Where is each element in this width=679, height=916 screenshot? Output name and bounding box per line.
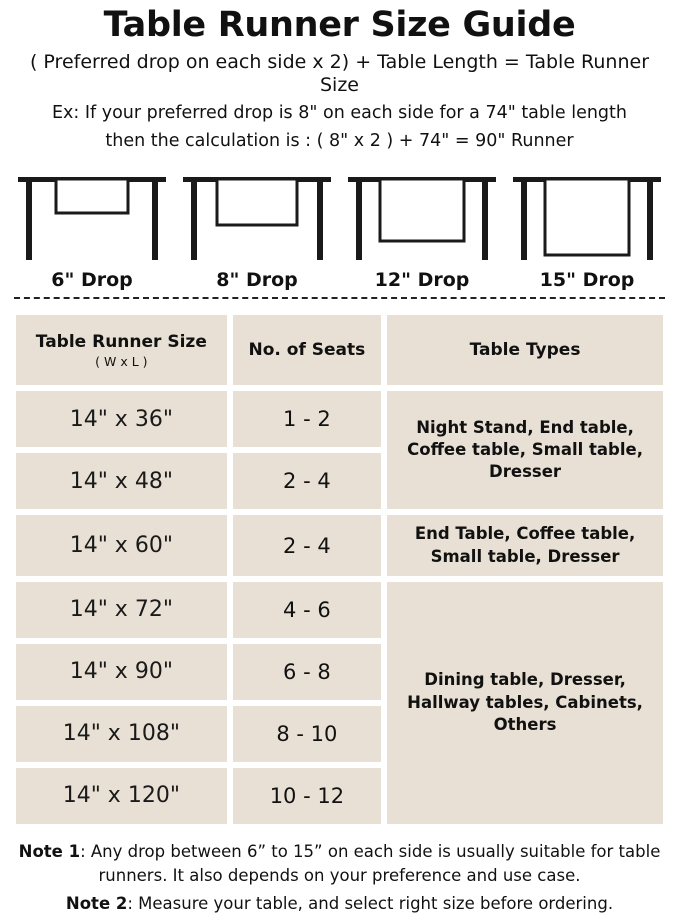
cell-seats: 4 - 6	[233, 582, 381, 638]
table-drop-illustration-icon	[342, 165, 502, 265]
header-size-label: Table Runner Size	[35, 331, 207, 352]
size-guide-table	[10, 309, 669, 830]
header-size-sub: ( W x L )	[95, 353, 148, 369]
cell-size: 14" x 60"	[16, 515, 227, 576]
drop-diagram-12	[342, 165, 502, 291]
cell-seats: 6 - 8	[233, 644, 381, 700]
drop-diagram-15	[507, 165, 667, 291]
cell-size: 14" x 108"	[16, 706, 227, 762]
note-2	[16, 892, 663, 916]
example-line-1: Ex: If your preferred drop is 8" on each side for a 74" table length	[51, 103, 627, 123]
table-row	[16, 515, 663, 576]
header-seats: No. of Seats	[233, 315, 381, 385]
cell-seats: 1 - 2	[233, 391, 381, 447]
drop-diagram-8	[177, 165, 337, 291]
table-header-row	[16, 315, 663, 385]
page-title: Table Runner Size Guide	[103, 5, 576, 45]
cell-size: 14" x 48"	[16, 453, 227, 509]
cell-seats: 10 - 12	[233, 768, 381, 824]
drop-label: 6" Drop	[51, 269, 133, 292]
drop-diagram-strip	[10, 165, 669, 291]
drop-label: 15" Drop	[539, 269, 635, 292]
cell-size: 14" x 72"	[16, 582, 227, 638]
header-size	[16, 315, 227, 385]
cell-types: End Table, Coffee table, Small table, Dresser	[387, 515, 663, 576]
notes-section	[16, 840, 663, 916]
note-2-label: Note 2	[65, 893, 128, 913]
table-row	[16, 391, 663, 447]
drop-diagram-6	[12, 165, 172, 291]
drop-label: 12" Drop	[374, 269, 470, 292]
table-drop-illustration-icon	[177, 165, 337, 265]
table-row	[16, 582, 663, 638]
note-1-text: : Any drop between 6” to 15” on each side is usually suitable for table runners. It also depends on your preference and use case.	[80, 841, 661, 885]
note-1	[16, 840, 663, 888]
note-2-text: : Measure your table, and select right size before ordering.	[127, 893, 614, 913]
cell-types: Night Stand, End table, Coffee table, Small table, Dresser	[387, 391, 663, 509]
note-1-label: Note 1	[18, 841, 81, 861]
table-drop-illustration-icon	[507, 165, 667, 265]
cell-size: 14" x 90"	[16, 644, 227, 700]
drop-label: 8" Drop	[216, 269, 298, 292]
table-drop-illustration-icon	[12, 165, 172, 265]
dashed-divider	[14, 297, 665, 299]
header-types: Table Types	[387, 315, 663, 385]
example-line-2: then the calculation is : ( 8" x 2 ) + 74" = 90" Runner	[105, 130, 574, 151]
cell-size: 14" x 120"	[16, 768, 227, 824]
cell-size: 14" x 36"	[16, 391, 227, 447]
cell-seats: 2 - 4	[233, 515, 381, 576]
cell-seats: 2 - 4	[233, 453, 381, 509]
formula-line: ( Preferred drop on each side x 2) + Table Length = Table Runner Size	[29, 50, 650, 97]
cell-seats: 8 - 10	[233, 706, 381, 762]
cell-types: Dining table, Dresser, Hallway tables, Cabinets, Others	[387, 582, 663, 824]
infographic-page	[0, 5, 679, 913]
